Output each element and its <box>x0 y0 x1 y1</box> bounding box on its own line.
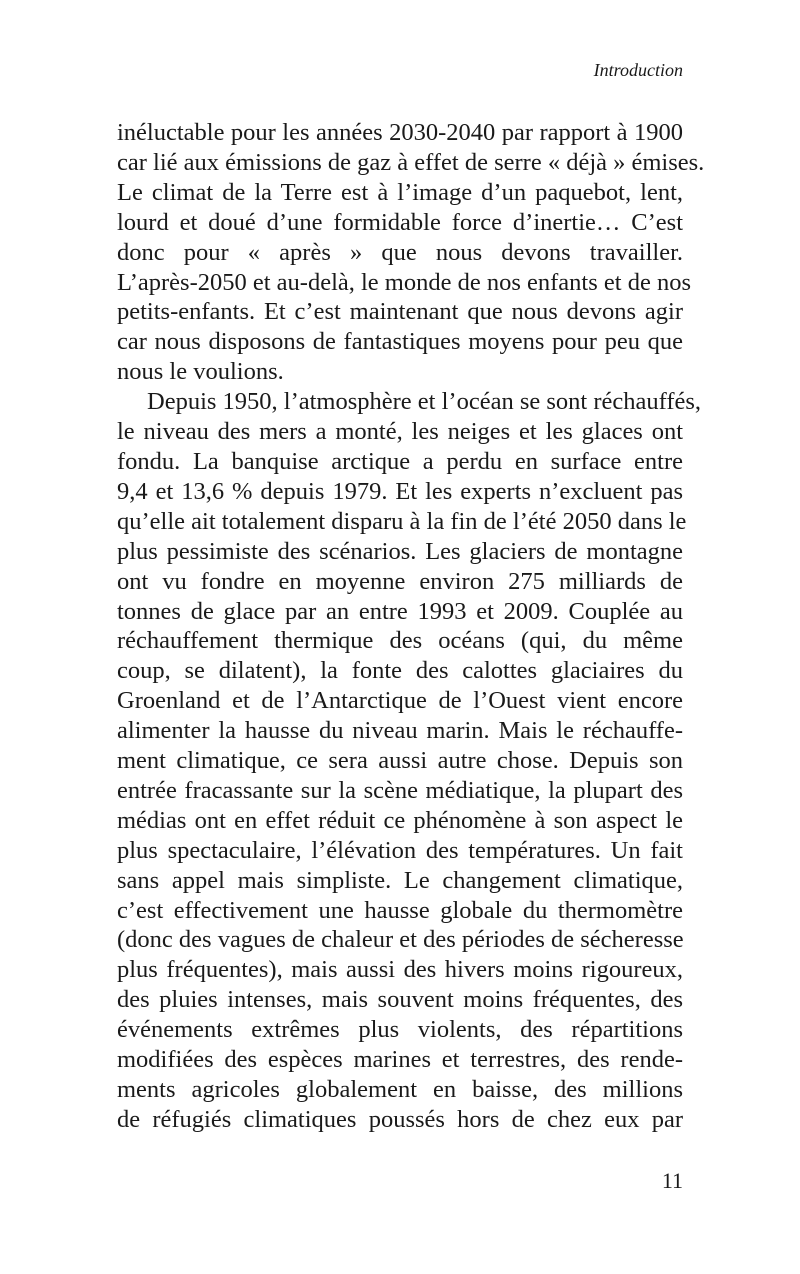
text-line: des pluies intenses, mais souvent moins fréquentes, des <box>117 986 683 1014</box>
text-line: sans appel mais simpliste. Le changement climatique, <box>117 866 683 894</box>
text-line: de réfugiés climatiques poussés hors de chez eux par <box>117 1105 683 1133</box>
running-head: Introduction <box>593 60 683 80</box>
text-line: nous le voulions. <box>117 358 284 386</box>
text-line: donc pour « après » que nous devons travailler. <box>117 238 683 266</box>
text-line: car nous disposons de fantastiques moyens pour peu que <box>117 328 683 356</box>
body-text <box>117 118 705 1135</box>
text-line: car lié aux émissions de gaz à effet de serre « déjà » émises. <box>117 148 705 176</box>
text-line: plus pessimiste des scénarios. Les glaciers de montagne <box>117 537 683 565</box>
text-line: petits-enfants. Et c’est maintenant que nous devons agir <box>117 298 683 326</box>
text-line: modifiées des espèces marines et terrestres, des rende- <box>117 1046 683 1074</box>
text-line: Le climat de la Terre est à l’image d’un paquebot, lent, <box>117 178 683 206</box>
text-line: le niveau des mers a monté, les neiges et les glaces ont <box>117 418 683 446</box>
paragraph-1 <box>117 118 705 387</box>
paragraph-2 <box>117 387 702 1135</box>
text-line: L’après-2050 et au-delà, le monde de nos enfants et de nos <box>117 268 691 296</box>
text-line: Groenland et de l’Antarctique de l’Ouest vient encore <box>117 687 683 715</box>
text-line: plus spectaculaire, l’élévation des températures. Un fait <box>117 836 683 864</box>
text-line: coup, se dilatent), la fonte des calottes glaciaires du <box>117 657 683 685</box>
text-line: c’est effectivement une hausse globale du thermomètre <box>117 896 683 924</box>
text-line: Depuis 1950, l’atmosphère et l’océan se sont réchauffés, <box>147 388 702 416</box>
text-line: ments agricoles globalement en baisse, des millions <box>117 1076 683 1103</box>
text-line: plus fréquentes), mais aussi des hivers moins rigoureux, <box>117 956 683 984</box>
text-line: ment climatique, ce sera aussi autre chose. Depuis son <box>117 747 683 775</box>
text-line: inéluctable pour les années 2030-2040 par rapport à 1900 <box>117 119 683 146</box>
text-line: tonnes de glace par an entre 1993 et 2009. Couplée au <box>117 597 683 625</box>
text-line: qu’elle ait totalement disparu à la fin de l’été 2050 dans le <box>117 507 687 535</box>
text-line: événements extrêmes plus violents, des répartitions <box>117 1016 683 1044</box>
text-line: alimenter la hausse du niveau marin. Mais le réchauffe- <box>117 717 683 745</box>
text-line: ont vu fondre en moyenne environ 275 milliards de <box>117 567 683 595</box>
text-line: (donc des vagues de chaleur et des périodes de sécheresse <box>117 926 684 954</box>
text-line: réchauffement thermique des océans (qui, du même <box>117 627 683 655</box>
text-line: fondu. La banquise arctique a perdu en surface entre <box>117 447 683 475</box>
text-line: médias ont en effet réduit ce phénomène à son aspect le <box>117 806 683 834</box>
text-line: 9,4 et 13,6 % depuis 1979. Et les experts n’excluent pas <box>117 477 683 505</box>
text-line: entrée fracassante sur la scène médiatique, la plupart des <box>117 776 683 804</box>
text-line: lourd et doué d’une formidable force d’inertie… C’est <box>117 208 683 236</box>
page-number: 11 <box>661 1168 683 1193</box>
